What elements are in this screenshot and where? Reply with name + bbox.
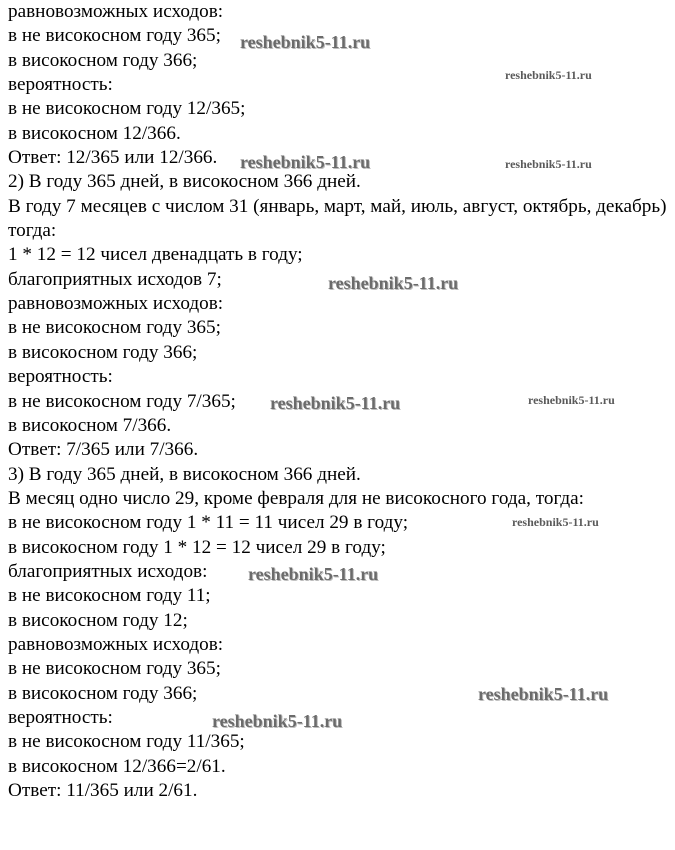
text-line: в високосном 12/366. [8,122,181,144]
watermark: reshebnik5-11.ru [212,711,343,731]
watermark: reshebnik5-11.ru [505,68,592,82]
text-line: 1 * 12 = 12 чисел двенадцать в году; [8,244,303,266]
text-line: равновозможных исходов: [8,293,224,315]
text-line: 3) В году 365 дней, в високосном 366 дней. [8,463,361,485]
text-line: в не високосном году 1 * 11 = 11 чисел 29 в году; [8,512,409,534]
text-line: в високосном году 1 * 12 = 12 чисел 29 в году; [8,536,386,558]
watermark: reshebnik5-11.ru [240,152,371,172]
text-line: благоприятных исходов 7; [8,268,222,290]
text-line: в високосном 7/366. [8,414,172,436]
text-line: равновозможных исходов: [8,1,224,22]
watermark: reshebnik5-11.ru [505,157,592,171]
text-line: в не високосном году 365; [8,658,221,680]
text-line: вероятность: [8,706,113,728]
text-line: в не високосном году 365; [8,317,221,339]
watermark: reshebnik5-11.ru [270,393,401,413]
text-line: в високосном году 366; [8,49,198,71]
text-line: в високосном году 366; [8,682,198,704]
text-line: В месяц одно число 29, кроме февраля для не високосного года, тогда: [8,487,584,509]
watermark: reshebnik5-11.ru [478,684,609,704]
text-line: в високосном году 366; [8,341,198,363]
text-line: в не високосном году 365; [8,25,221,47]
answer-line: Ответ: 12/365 или 12/366. [8,147,218,169]
watermark: reshebnik5-11.ru [528,393,615,407]
answer-line: Ответ: 7/365 или 7/366. [8,439,199,461]
text-line: вероятность: [8,366,113,388]
watermark: reshebnik5-11.ru [328,273,459,293]
text-line: в високосном 12/366=2/61. [8,755,226,777]
answer-line: Ответ: 11/365 или 2/61. [8,780,198,801]
watermark: reshebnik5-11.ru [248,564,379,584]
text-line: вероятность: [8,74,113,96]
text-line: в високосном году 12; [8,609,188,631]
text-line: в не високосном году 12/365; [8,98,246,120]
text-line: равновозможных исходов: [8,633,224,655]
text-line: в не високосном году 11; [8,585,211,607]
text-line: благоприятных исходов: [8,560,208,582]
watermark: reshebnik5-11.ru [240,32,371,52]
text-line: В году 7 месяцев с числом 31 (январь, март, май, июль, август, октябрь, декабрь) тогда: [8,195,667,242]
text-line: в не високосном году 11/365; [8,731,245,753]
watermark: reshebnik5-11.ru [512,515,599,529]
text-line: 2) В году 365 дней, в високосном 366 дней. [8,171,361,193]
text-line: в не високосном году 7/365; [8,390,236,412]
